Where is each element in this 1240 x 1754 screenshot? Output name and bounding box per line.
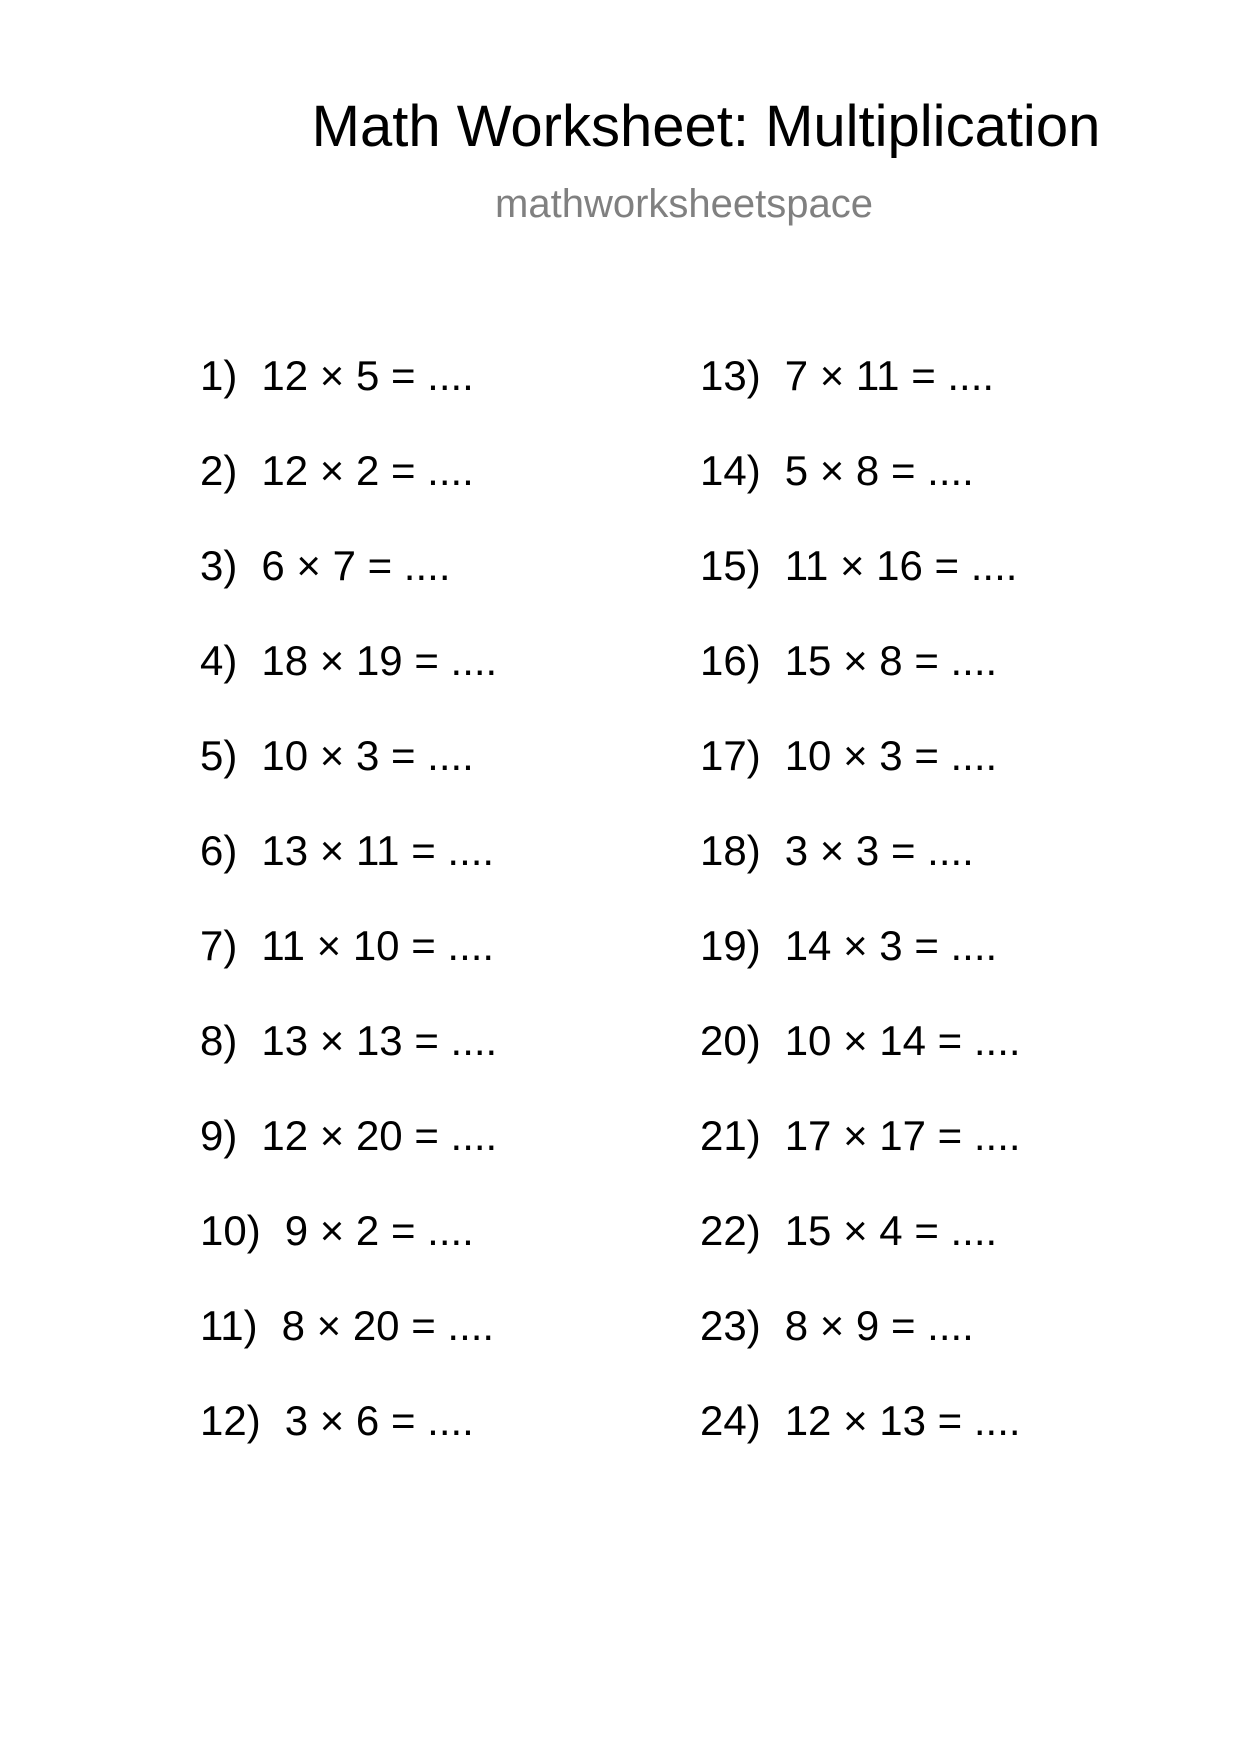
problem-expression: 12 × 2 = .... xyxy=(261,447,474,494)
worksheet-title: Math Worksheet: Multiplication xyxy=(311,94,1101,159)
problem-number: 20) xyxy=(700,1017,761,1064)
problem-column-left xyxy=(200,352,498,1495)
problem-item xyxy=(200,1397,497,1495)
problem-number: 3) xyxy=(200,542,238,589)
problem-column-right xyxy=(700,352,1021,1495)
problem-number: 19) xyxy=(700,922,761,969)
problem-expression: 18 × 19 = .... xyxy=(261,637,498,684)
problem-expression: 13 × 11 = .... xyxy=(261,827,495,874)
problem-item xyxy=(700,447,1021,545)
problem-expression: 10 × 14 = .... xyxy=(784,1017,1021,1064)
problem-item xyxy=(200,352,497,450)
problem-item xyxy=(700,1112,1021,1210)
problem-item xyxy=(200,1017,498,1115)
problem-expression: 3 × 3 = .... xyxy=(784,827,974,874)
problem-item xyxy=(200,1207,497,1305)
problem-expression: 11 × 16 = .... xyxy=(784,542,1018,589)
problem-number: 5) xyxy=(200,732,238,779)
problem-item xyxy=(700,1207,1021,1305)
problem-number: 2) xyxy=(200,447,238,494)
problem-item xyxy=(700,1397,1021,1495)
problem-expression: 12 × 5 = .... xyxy=(261,352,474,399)
problem-expression: 15 × 4 = .... xyxy=(784,1207,998,1254)
problem-number: 16) xyxy=(700,637,761,684)
problem-expression: 10 × 3 = .... xyxy=(784,732,998,779)
problem-expression: 11 × 10 = .... xyxy=(261,922,495,969)
problem-item xyxy=(200,922,497,1020)
problem-item xyxy=(700,1302,1021,1400)
problem-expression: 12 × 20 = .... xyxy=(261,1112,498,1159)
problem-item xyxy=(700,637,1021,735)
problem-expression: 10 × 3 = .... xyxy=(261,732,474,779)
problem-number: 22) xyxy=(700,1207,761,1254)
problem-number: 17) xyxy=(700,732,761,779)
problem-item xyxy=(200,732,497,830)
problem-number: 24) xyxy=(700,1397,761,1444)
problem-expression: 5 × 8 = .... xyxy=(784,447,974,494)
problem-number: 7) xyxy=(200,922,238,969)
problem-number: 12) xyxy=(200,1397,261,1444)
problem-number: 9) xyxy=(200,1112,238,1159)
problem-number: 10) xyxy=(200,1207,261,1254)
problem-expression: 3 × 6 = .... xyxy=(284,1397,474,1444)
worksheet-subtitle: mathworksheetspace xyxy=(495,182,873,226)
problem-item xyxy=(700,352,1021,450)
problem-expression: 8 × 9 = .... xyxy=(784,1302,974,1349)
problem-item xyxy=(200,637,498,735)
problem-number: 23) xyxy=(700,1302,761,1349)
problem-number: 14) xyxy=(700,447,761,494)
problem-expression: 15 × 8 = .... xyxy=(784,637,998,684)
problem-expression: 7 × 11 = .... xyxy=(784,352,995,399)
problem-item xyxy=(700,827,1021,925)
problem-expression: 17 × 17 = .... xyxy=(784,1112,1021,1159)
problem-expression: 13 × 13 = .... xyxy=(261,1017,498,1064)
problem-expression: 6 × 7 = .... xyxy=(261,542,451,589)
problem-number: 1) xyxy=(200,352,238,399)
problem-item xyxy=(200,827,497,925)
problem-item xyxy=(700,1017,1021,1115)
problem-number: 4) xyxy=(200,637,238,684)
problem-expression: 14 × 3 = .... xyxy=(784,922,998,969)
problem-number: 13) xyxy=(700,352,761,399)
problem-expression: 8 × 20 = .... xyxy=(281,1302,495,1349)
problem-item xyxy=(200,1112,498,1210)
problem-number: 15) xyxy=(700,542,761,589)
problem-item xyxy=(200,1302,497,1400)
problem-number: 8) xyxy=(200,1017,238,1064)
problem-item xyxy=(700,922,1021,1020)
problem-item xyxy=(700,732,1021,830)
problem-expression: 9 × 2 = .... xyxy=(284,1207,474,1254)
problem-number: 21) xyxy=(700,1112,761,1159)
problem-item xyxy=(200,447,497,545)
problem-expression: 12 × 13 = .... xyxy=(784,1397,1021,1444)
problem-item xyxy=(700,542,1021,640)
problem-number: 18) xyxy=(700,827,761,874)
problem-number: 11) xyxy=(200,1302,258,1349)
problem-number: 6) xyxy=(200,827,238,874)
problem-item xyxy=(200,542,497,640)
